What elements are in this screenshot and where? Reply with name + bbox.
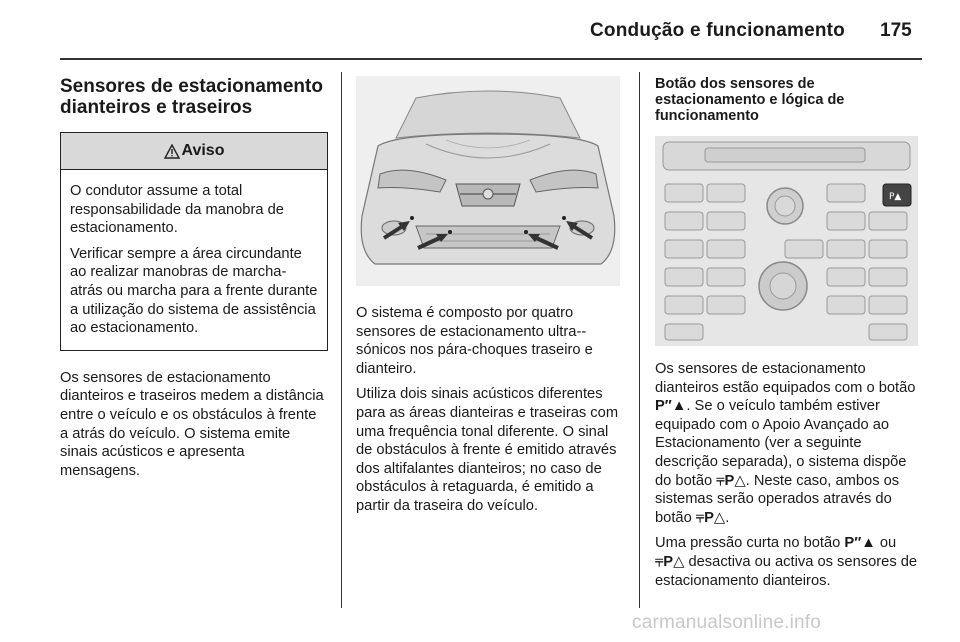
console-image	[655, 136, 918, 346]
svg-text:P▲: P▲	[889, 192, 902, 202]
column-divider-1	[341, 72, 342, 608]
warning-paragraph: O condutor assume a total responsabilidade da manobra de estacionamento.	[70, 183, 284, 237]
column-divider-2	[639, 72, 640, 608]
advanced-park-assist-button-icon: ⫧P△	[695, 509, 726, 526]
warning-header	[61, 133, 327, 170]
advanced-park-assist-button-icon: ⫧P△	[716, 472, 746, 489]
watermark: carmanualsonline.info	[632, 612, 822, 633]
body-paragraph: Os sensores de estacionamento dianteiros e traseiros medem a distância entre o veículo e os obstáculos à frente a atrás do veículo. O sistema emite sinais acústicos e apresenta mensagens.	[60, 369, 324, 479]
car-front-image	[356, 76, 620, 286]
warning-box	[60, 132, 328, 351]
warning-paragraph: Verificar sempre a área circundante ao realizar manobras de marcha-atrás ou marcha para a frente durante a utilização do sistema de assistência ao estacionamento.	[70, 245, 318, 337]
subsection-title: Botão dos sensores de estacionamento e lógica de funcionamento	[655, 76, 845, 124]
right-column	[655, 76, 920, 597]
advanced-park-assist-button-icon: ⫧P△	[655, 553, 685, 570]
page-header-title: Condução e funcionamento	[590, 20, 845, 41]
warning-title: Aviso	[181, 142, 225, 159]
section-title: Sensores de estacionamento dianteiros e traseiros	[60, 76, 323, 118]
left-column	[60, 76, 328, 487]
page-number: 175	[880, 20, 912, 41]
park-assist-button-icon: P″▲	[844, 535, 876, 552]
body-paragraph: O sistema é composto por quatro sensores de estacionamento ultra--sónicos nos pára-choques traseiro e dianteiro.	[356, 305, 593, 377]
park-assist-button-icon: P″▲	[655, 398, 687, 415]
middle-column	[356, 76, 626, 523]
car-front-sensors-illustration	[356, 76, 620, 286]
center-console-illustration	[655, 136, 918, 346]
body-paragraph: Utiliza dois sinais acústicos diferentes para as áreas dianteiras e traseiras com uma frequência tonal diferente. O sinal de obstáculos à frente é emitido através dos altifalantes dianteiros; no caso de obstáculos à retaguarda, é emitido a partir da traseira do veículo.	[356, 386, 619, 514]
body-paragraph: Os sensores de estacionamento dianteiros estão equipados com o botão P″▲. Se o veículo também estiver equipado com o Apoio Avançado ao Estacionamento (ver a seguinte descrição separada), o sistema dispõe do botão ⫧P△. Neste caso, ambos os sistemas serão operados através do botão ⫧P△.	[655, 361, 916, 526]
warning-body	[61, 170, 327, 350]
header-divider	[60, 58, 922, 60]
body-paragraph: Uma pressão curta no botão P″▲ ou ⫧P△ desactiva ou activa os sensores de estacionamento dianteiros.	[655, 535, 918, 589]
warning-triangle-icon	[164, 144, 180, 159]
